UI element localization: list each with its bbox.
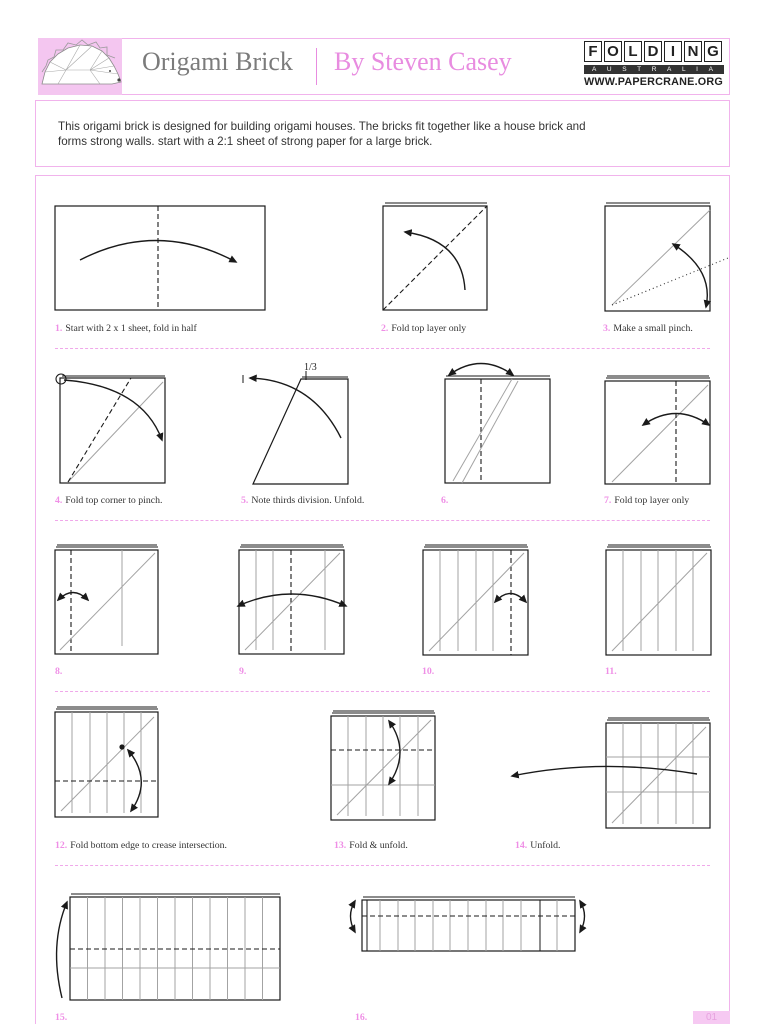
brand-letters <box>584 41 724 62</box>
step-text: Fold top layer only <box>391 323 467 334</box>
brand-region: AUSTRALIA <box>584 65 724 74</box>
step-caption <box>515 840 560 852</box>
brand-letter: O <box>604 41 622 62</box>
logo-panel <box>38 38 122 95</box>
brand-logo <box>584 41 724 88</box>
author-name: By Steven Casey <box>334 47 512 76</box>
step-caption <box>604 495 689 507</box>
step-number: 4. <box>55 495 63 506</box>
step-caption <box>55 1012 70 1024</box>
step-number: 14. <box>515 840 528 851</box>
step-number: 8. <box>55 666 63 677</box>
step-separator <box>55 520 710 521</box>
brand-letter: L <box>624 41 642 62</box>
step-number: 6. <box>441 495 449 506</box>
step-number: 13. <box>334 840 347 851</box>
step-caption <box>55 495 163 507</box>
intro-text-line: This origami brick is designed for building origami houses. The bricks fit together like a house brick and <box>58 120 586 133</box>
step-text: Make a small pinch. <box>613 323 693 334</box>
brand-letter: I <box>664 41 682 62</box>
step-caption <box>605 666 620 678</box>
brand-letter: G <box>704 41 722 62</box>
step-text: Note thirds division. Unfold. <box>251 495 365 506</box>
step-caption <box>241 495 364 507</box>
thirds-label: 1/3 <box>304 362 317 373</box>
step-separator <box>55 865 710 866</box>
step-text: Start with 2 x 1 sheet, fold in half <box>65 323 197 334</box>
page-title: Origami Brick <box>142 47 293 76</box>
title-divider <box>316 48 317 85</box>
instructions-panel <box>35 175 730 1024</box>
step-text: Fold bottom edge to crease intersection. <box>70 840 227 851</box>
step-caption <box>381 323 466 335</box>
step-caption <box>355 1012 370 1024</box>
step-number: 15. <box>55 1012 68 1023</box>
step-number: 7. <box>604 495 612 506</box>
page-number: 01 <box>693 1011 730 1024</box>
step-number: 9. <box>239 666 247 677</box>
step-number: 2. <box>381 323 389 334</box>
step-caption <box>55 323 197 335</box>
step-caption <box>239 666 249 678</box>
step-caption <box>441 495 451 507</box>
step-number: 5. <box>241 495 249 506</box>
step-separator <box>55 348 710 349</box>
step-number: 3. <box>603 323 611 334</box>
step-number: 1. <box>55 323 63 334</box>
step-text: Fold & unfold. <box>349 840 408 851</box>
intro-box <box>35 100 730 167</box>
step-caption <box>603 323 693 335</box>
brand-url: WWW.PAPERCRANE.ORG <box>584 76 723 88</box>
step-number: 11. <box>605 666 617 677</box>
brand-letter: F <box>584 41 602 62</box>
brand-letter: D <box>644 41 662 62</box>
step-caption <box>334 840 408 852</box>
intro-text-line: forms strong walls. start with a 2:1 sheet of strong paper for a large brick. <box>58 135 433 148</box>
step-number: 10. <box>422 666 435 677</box>
step-caption <box>55 666 65 678</box>
step-text: Fold top layer only <box>614 495 690 506</box>
step-text: Unfold. <box>530 840 561 851</box>
step-caption <box>422 666 437 678</box>
brand-letter: N <box>684 41 702 62</box>
step-caption <box>55 840 227 852</box>
step-separator <box>55 691 710 692</box>
step-number: 12. <box>55 840 68 851</box>
hedgehog-icon <box>38 38 122 95</box>
step-text: Fold top corner to pinch. <box>65 495 163 506</box>
step-number: 16. <box>355 1012 368 1023</box>
